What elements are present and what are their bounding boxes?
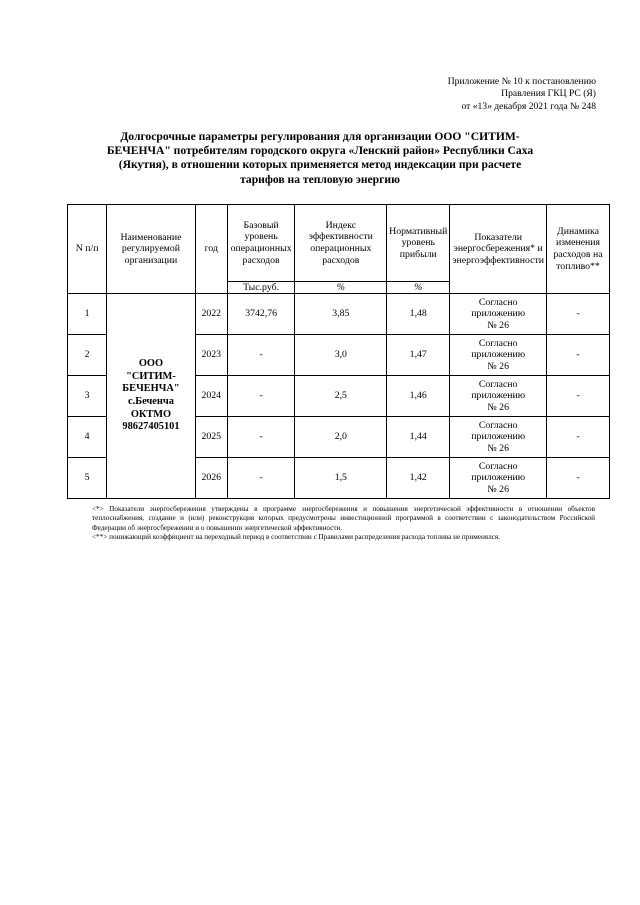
cell-dynamics: - [547,376,610,417]
cell-num: 1 [68,294,107,335]
org-line: "СИТИМ- [126,370,176,382]
cell-index: 2,5 [295,376,387,417]
energy-line: приложению [471,349,526,361]
cell-year: 2022 [195,294,227,335]
cell-year: 2023 [195,335,227,376]
cell-energy [450,376,547,417]
energy-line: № 26 [487,483,509,495]
header-energy: Показатели энергосбережения* и энергоэффективности [450,205,547,294]
header-index: Индекс эффективности операционных расходов [295,205,387,282]
cell-index: 3,85 [295,294,387,335]
unit-profit: % [387,282,450,294]
energy-line: Согласно [478,378,518,390]
footnotes [92,505,595,543]
header-dynamics: Динамика изменения расходов на топливо** [547,205,610,294]
org-line: 98627405101 [122,421,180,433]
unit-base: Тыс.руб. [227,282,295,294]
cell-dynamics: - [547,417,610,458]
energy-line: приложению [471,308,526,320]
cell-profit: 1,46 [387,376,450,417]
energy-line: Согласно [478,460,518,472]
header-base: Базовый уровень операционных расходов [227,205,295,282]
energy-line: приложению [471,390,526,402]
org-line: ОКТМО [130,408,172,420]
cell-dynamics: - [547,458,610,499]
cell-index: 2,0 [295,417,387,458]
cell-year: 2025 [195,417,227,458]
footnote-fuel-coefficient: <**> понижающий коэффициент на переходный период в соответствии с Правилами распределения расхода топлива не применялся. [92,533,500,542]
cell-energy [450,458,547,499]
energy-line: № 26 [487,401,509,413]
cell-dynamics: - [547,294,610,335]
cell-year: 2026 [195,458,227,499]
cell-base: - [227,458,295,499]
appendix-line: Приложение № 10 к постановлению [447,76,596,87]
cell-energy [450,417,547,458]
document-title: Долгосрочные параметры регулирования для организации ООО "СИТИМ-БЕЧЕНЧА" потребителям городского округа «Ленский район» Республики Саха (Якутия), в отношении которых применяется метод индексации при расчете тарифов на тепловую энергию [106,130,534,186]
cell-profit: 1,47 [387,335,450,376]
cell-base: - [227,376,295,417]
energy-line: Согласно [478,337,518,349]
cell-base: - [227,335,295,376]
cell-num: 5 [68,458,107,499]
footnote-energy-saving: <*> Показатели энергосбережения утверждены в программе энергосбережения и повышения энергетической эффективности в отношении объектов теплоснабжения, создание и (или) реконструкция которых предусмотрены инвестиционной программой в соответствии с законодательством Российской Федерации об энергосбережении и о повышении энергетической эффективности. [92,505,595,532]
table-header-row [68,205,610,282]
header-year: год [195,205,227,294]
cell-base: 3742,76 [227,294,295,335]
cell-index: 3,0 [295,335,387,376]
cell-num: 2 [68,335,107,376]
cell-energy [450,294,547,335]
energy-line: № 26 [487,360,509,372]
cell-energy [450,335,547,376]
org-line: ООО [138,358,164,370]
cell-base: - [227,417,295,458]
cell-profit: 1,44 [387,417,450,458]
header-profit: Нормативный уровень прибыли [387,205,450,282]
cell-dynamics: - [547,335,610,376]
cell-profit: 1,48 [387,294,450,335]
energy-line: приложению [471,472,526,484]
energy-line: приложению [471,431,526,443]
cell-organization [107,294,196,499]
table-row [68,294,610,335]
energy-line: № 26 [487,442,509,454]
cell-year: 2024 [195,376,227,417]
energy-line: Согласно [478,296,518,308]
unit-index: % [295,282,387,294]
cell-index: 1,5 [295,458,387,499]
cell-num: 3 [68,376,107,417]
org-line: БЕЧЕНЧА" [122,383,180,395]
appendix-line: Правления ГКЦ РС (Я) [501,88,596,100]
cell-num: 4 [68,417,107,458]
appendix-reference [448,76,596,113]
header-num: N п/п [68,205,107,294]
cell-profit: 1,42 [387,458,450,499]
energy-line: № 26 [487,319,509,331]
header-org: Наименование регулируемой организации [107,205,196,294]
energy-line: Согласно [478,419,518,431]
org-line: с.Беченча [128,396,174,407]
parameters-table [67,204,610,499]
appendix-line: от «13» декабря 2021 года № 248 [461,100,596,112]
